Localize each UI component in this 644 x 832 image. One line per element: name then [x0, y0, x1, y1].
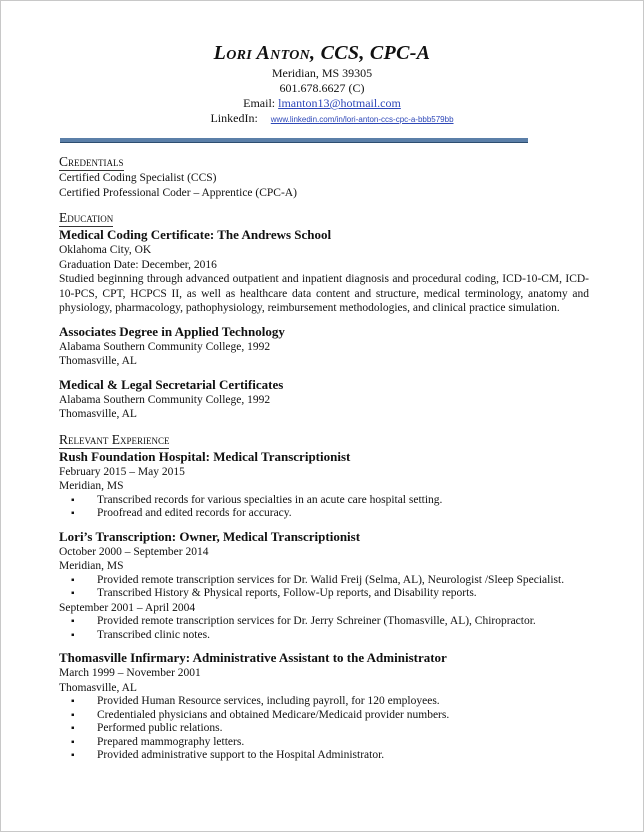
education-heading: Education	[59, 210, 114, 225]
job-bullet: ▪ Prepared mammography letters.	[97, 736, 589, 750]
job-bullet: ▪ Provided Human Resource services, including payroll, for 120 employees.	[97, 695, 589, 709]
address: Meridian, MS 39305	[271, 66, 373, 80]
phone: 601.678.6627 (C)	[279, 81, 365, 95]
header-divider	[60, 138, 528, 143]
job-bullets	[59, 615, 589, 642]
experience-heading: Relevant Experience	[59, 431, 170, 447]
linkedin-label: LinkedIn:	[210, 111, 258, 125]
email-row	[0, 96, 644, 111]
linkedin-row	[20, 111, 644, 127]
education-school: Alabama Southern Community College, 1992	[59, 340, 271, 353]
candidate-name: Lori Anton, CCS, CPC-A	[213, 42, 431, 64]
job-bullets	[59, 494, 589, 521]
resume-body	[59, 150, 589, 763]
job-location: Meridian, MS	[59, 480, 124, 492]
credential-item: Certified Professional Coder – Apprentice (CPC-A)	[59, 186, 297, 199]
education-location: Thomasville, AL	[59, 355, 137, 367]
job-bullet: ▪ Transcribed clinic notes.	[97, 629, 589, 643]
education-entry-title: Medical Coding Certificate: The Andrews School	[59, 227, 332, 242]
job-bullet: ▪ Transcribed records for various specialties in an acute care hospital setting.	[97, 494, 589, 508]
credentials-heading: Credentials	[59, 154, 124, 169]
job-bullet: ▪ Performed public relations.	[97, 722, 589, 736]
job-bullets	[59, 695, 589, 763]
education-school: Alabama Southern Community College, 1992	[59, 393, 271, 406]
job-location: Meridian, MS	[59, 560, 124, 572]
credential-item: Certified Coding Specialist (CCS)	[59, 172, 217, 184]
job-dates: February 2015 – May 2015	[59, 465, 185, 478]
education-graduation: Graduation Date: December, 2016	[59, 258, 217, 271]
resume-header	[0, 40, 644, 127]
job-title: Rush Foundation Hospital: Medical Transcriptionist	[59, 448, 351, 464]
education-location: Thomasville, AL	[59, 408, 137, 420]
education-description: Studied beginning through advanced outpatient and inpatient diagnosis and procedural coding, ICD-10-CM, ICD-10-PCS, CPT, HCPCS II, as well as healthcare data content and structure, medical terminology, anatomy and physiology, pharmacology, pathophysiology, reimbursement methodologies, and clinical practice simulation.	[59, 273, 589, 314]
job-location: Thomasville, AL	[59, 681, 137, 694]
education-location: Oklahoma City, OK	[59, 244, 152, 256]
job-title: Lori’s Transcription: Owner, Medical Transcriptionist	[59, 528, 361, 544]
education-entry-title: Medical & Legal Secretarial Certificates	[59, 376, 284, 392]
job-bullet: ▪ Provided administrative support to the Hospital Administrator.	[97, 749, 589, 763]
education-entry-title: Associates Degree in Applied Technology	[59, 323, 285, 339]
job-bullet: ▪ Transcribed History & Physical reports, Follow-Up reports, and Disability reports.	[97, 587, 589, 601]
email-label: Email:	[243, 96, 276, 110]
job-bullets	[59, 574, 589, 601]
job-dates: September 2001 – April 2004	[59, 601, 196, 614]
job-dates: March 1999 – November 2001	[59, 667, 201, 679]
job-bullet: ▪ Provided remote transcription services for Dr. Jerry Schreiner (Thomasville, AL), Chiropractor.	[97, 615, 589, 629]
job-bullet: ▪ Proofread and edited records for accuracy.	[97, 507, 589, 521]
job-dates: October 2000 – September 2014	[59, 545, 209, 558]
job-title: Thomasville Infirmary: Administrative Assistant to the Administrator	[59, 650, 447, 665]
job-bullet: ▪ Credentialed physicians and obtained Medicare/Medicaid provider numbers.	[97, 709, 589, 723]
job-bullet: ▪ Provided remote transcription services for Dr. Walid Freij (Selma, AL), Neurologist /Sleep Specialist.	[97, 574, 589, 588]
linkedin-link[interactable]: www.linkedin.com/in/lori-anton-ccs-cpc-a-bbb579bb	[270, 115, 454, 124]
email-link[interactable]: lmanton13@hotmail.com	[278, 96, 401, 110]
